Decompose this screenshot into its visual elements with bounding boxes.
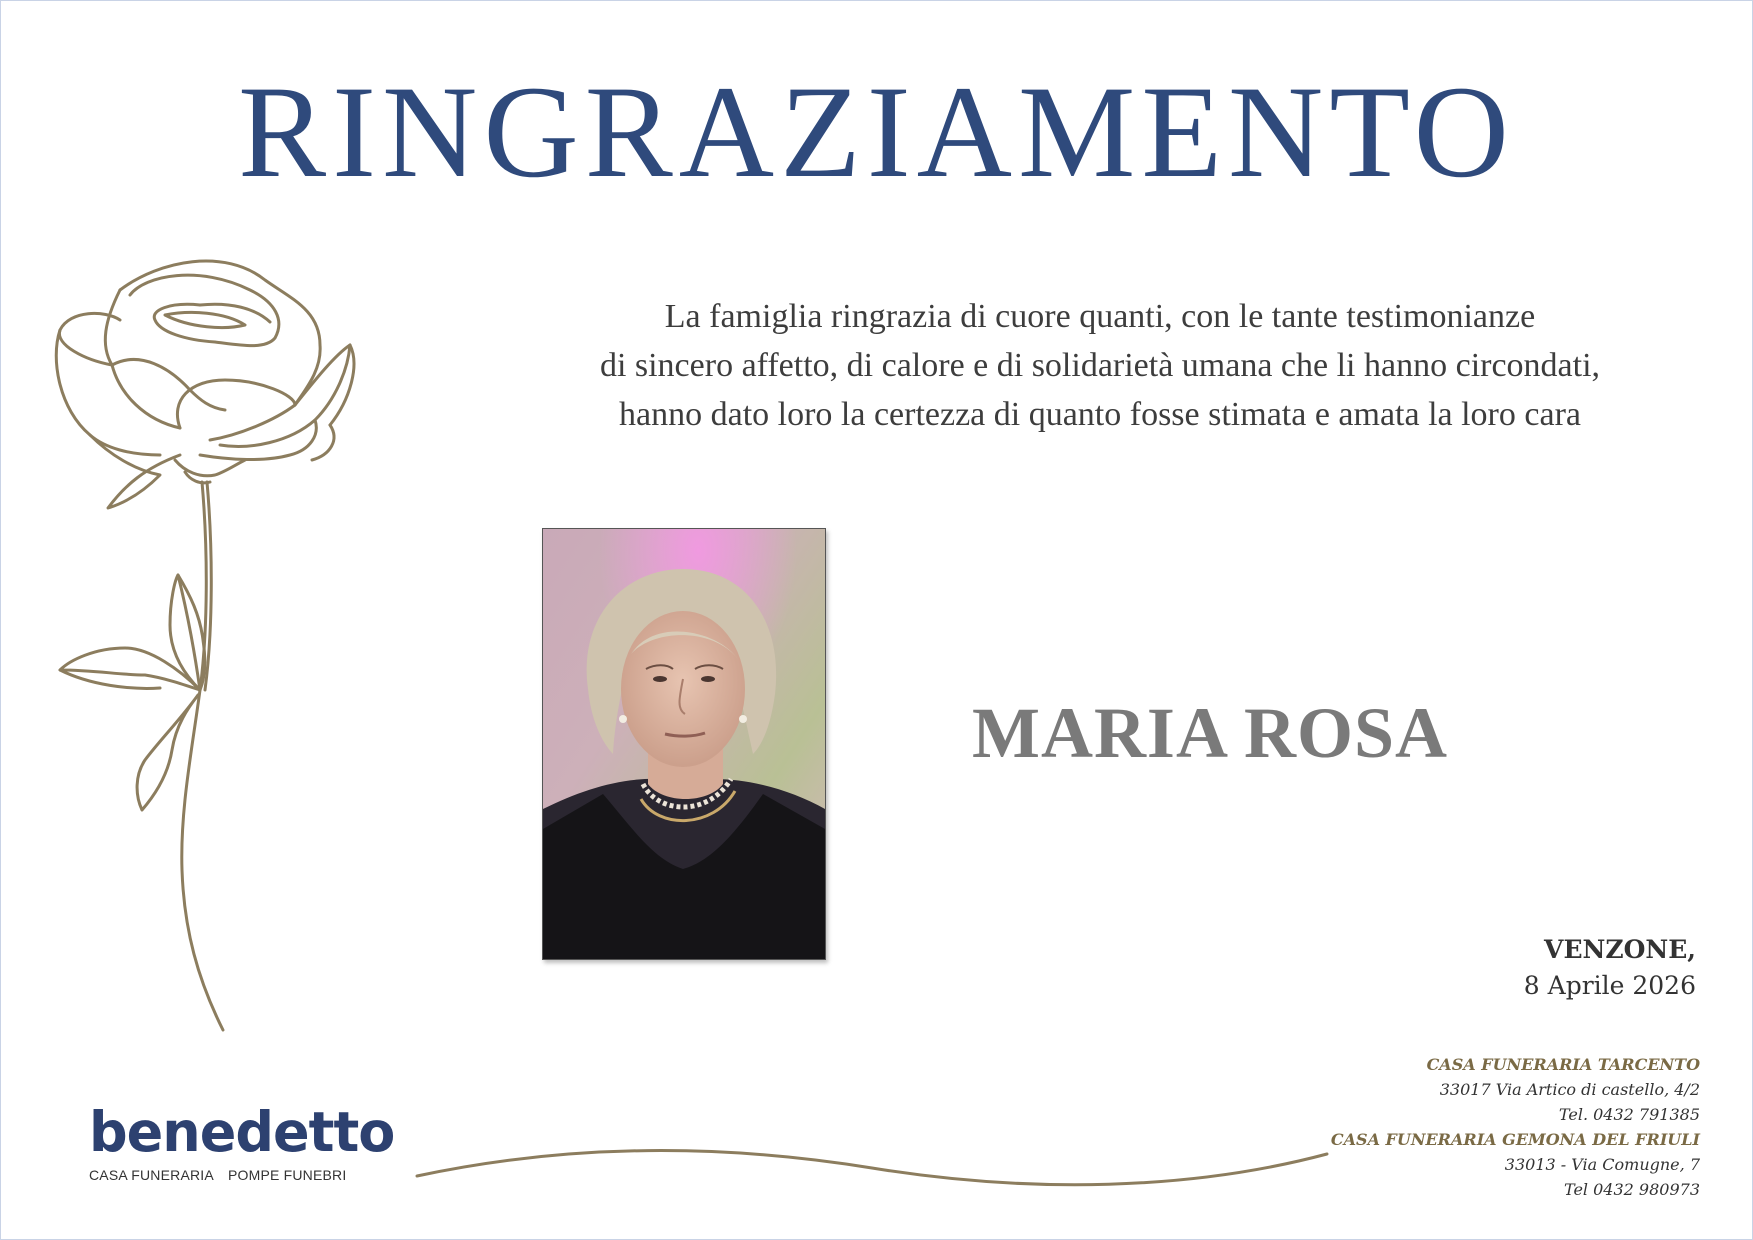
funeral-home-logo: [89, 1099, 395, 1183]
funeral-home-phone: Tel 0432 980973: [1564, 1180, 1700, 1199]
funeral-home-contacts: [1331, 1052, 1700, 1202]
logo-subtitle-left: CASA FUNERARIA: [89, 1167, 214, 1183]
funeral-home-phone: Tel. 0432 791385: [1558, 1105, 1700, 1124]
place-and-date: [1524, 932, 1696, 1004]
logo-brand: benedetto: [89, 1099, 395, 1165]
funeral-home-name: CASA FUNERARIA TARCENTO: [1426, 1055, 1700, 1074]
deceased-name: MARIA ROSA: [971, 693, 1449, 773]
date: 8 Aprile 2026: [1523, 971, 1696, 1000]
message-line: La famiglia ringrazia di cuore quanti, con le tante testimonianze: [664, 298, 1536, 335]
decorative-swoosh: [412, 1140, 1332, 1200]
funeral-home-address: 33017 Via Artico di castello, 4/2: [1439, 1080, 1700, 1099]
logo-subtitle-right: POMPE FUNEBRI: [227, 1167, 347, 1183]
page-title: RINGRAZIAMENTO: [238, 58, 1515, 205]
thank-you-message: [540, 292, 1660, 439]
message-line: di sincero affetto, di calore e di solidarietà umana che li hanno circondati,: [599, 347, 1601, 384]
funeral-home-name: CASA FUNERARIA GEMONA DEL FRIULI: [1330, 1130, 1700, 1149]
logo-subtitle: [89, 1167, 349, 1183]
portrait-photo: [542, 528, 826, 960]
funeral-home-address: 33013 - Via Comugne, 7: [1504, 1155, 1700, 1174]
rose-illustration: [50, 250, 400, 1040]
message-line: hanno dato loro la certezza di quanto fosse stimata e amata la loro cara: [619, 396, 1581, 433]
place-name: VENZONE,: [1544, 935, 1696, 964]
